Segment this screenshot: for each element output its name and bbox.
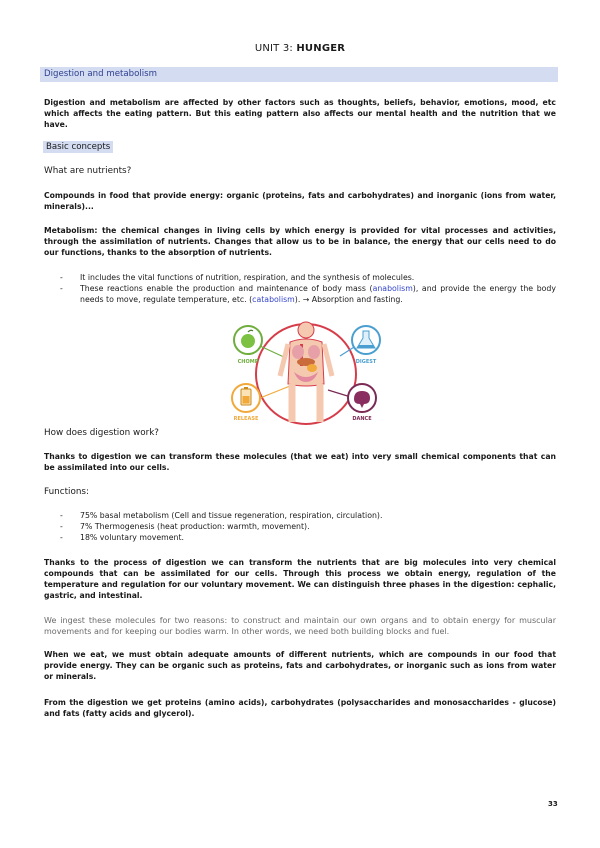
list-item: - It includes the vital functions of nutrition, respiration, and the synthesis of molecules. <box>60 273 415 282</box>
metabolism-list <box>60 272 556 305</box>
brain-icon <box>348 384 376 412</box>
digest-label: DIGEST <box>355 359 377 365</box>
human-body-icon <box>280 322 332 422</box>
section-title: Digestion and metabolism <box>44 69 157 79</box>
nutrients-question: What are nutrients? <box>44 166 132 176</box>
list-item: - 7% Thermogenesis (heat production: warmth, movement). <box>60 522 310 531</box>
battery-icon <box>232 384 260 412</box>
intro-paragraph: Digestion and metabolism are affected by other factors such as thoughts, beliefs, behavior, emotions, mood, etc which affects the eating pattern. But this eating pattern also affects our mental health and the nutrition that we have. <box>44 98 556 129</box>
metabolism-illustration <box>220 318 390 426</box>
flask-icon <box>352 326 380 354</box>
release-label: RELEASE <box>233 416 259 422</box>
apple-icon <box>234 326 262 354</box>
metabolism-paragraph: Metabolism: the chemical changes in living cells by which energy is provided for vital processes and activities, through the assimilation of nutrients. Changes that allow us to be in balance, the energy that our cells need to do our functions, thanks to the absorption of nutrients. <box>44 226 556 257</box>
eat-paragraph: When we eat, we must obtain adequate amounts of different nutrients, which are compounds in our food that provide energy. They can be organic such as proteins, fats and carbohydrates, or inorganic such as ions from water or minerals. <box>44 650 556 681</box>
list-item: - 75% basal metabolism (Cell and tissue regeneration, respiration, circulation). <box>60 511 383 520</box>
ingest-paragraph: We ingest these molecules for two reasons: to construct and maintain our own organs and to obtain energy for muscular movements and for keeping our bodies warm. In other words, we need both building blocks and fuel. <box>44 616 556 636</box>
basic-concepts-heading: Basic concepts <box>43 141 113 153</box>
digestion-question: How does digestion work? <box>44 428 159 438</box>
list-item: - 18% voluntary movement. <box>60 533 185 542</box>
unit-name: HUNGER <box>296 43 346 54</box>
list-item: - These reactions enable the production and maintenance of body mass (anabolism), and provide the energy the body needs to move, regulate temperature, etc. (catabolism). → Absorption and fasting. <box>60 284 556 304</box>
functions-heading: Functions: <box>44 487 89 497</box>
section-heading-bar <box>40 67 558 82</box>
chomp-label: CHOMP <box>237 359 259 365</box>
anabolism-term: anabolism <box>372 284 413 293</box>
catabolism-term: catabolism <box>252 295 295 304</box>
functions-list <box>60 510 556 543</box>
compounds-paragraph: Compounds in food that provide energy: organic (proteins, fats and carbohydrates) and inorganic (ions from water, minerals)... <box>44 191 556 211</box>
unit-title: UNIT 3: HUNGER <box>254 43 346 54</box>
from-digestion-paragraph: From the digestion we get proteins (amino acids), carbohydrates (polysaccharides and monosaccharides - glucose) and fats (fatty acids and glycerol). <box>44 698 556 718</box>
digestion-paragraph: Thanks to digestion we can transform these molecules (that we eat) into very small chemical components that can be assimilated into our cells. <box>44 452 556 472</box>
connector-line <box>260 386 290 398</box>
page-number: 33 <box>548 800 558 808</box>
dance-label: DANCE <box>352 416 372 422</box>
connector-line <box>260 346 286 358</box>
process-paragraph: Thanks to the process of digestion we can transform the nutrients that are big molecules into very chemical compounds that can be assimilated for our cells. Through this process we obtain energy, regulation of the temperature and regulation for our voluntary movement. We can distinguish three phases in the digestion: cephalic, gastric, and intestinal. <box>44 558 556 600</box>
